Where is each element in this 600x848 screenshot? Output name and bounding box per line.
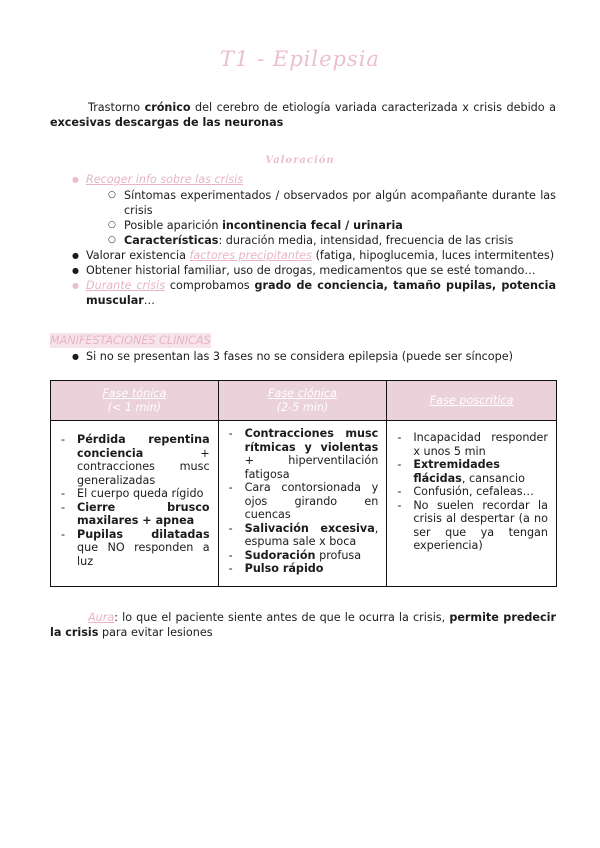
fases-table [50,380,557,587]
table-header-tonica: Fase tónica (< 1 min) [51,381,219,421]
table-cell-tonica [51,421,219,587]
list-item: ● Si no se presentan las 3 fases no se considera epilepsia (puede ser síncope) [72,349,556,364]
table-cell-clonica [218,421,387,587]
valoracion-heading: Valoración [265,155,335,166]
list-item: ○ Posible aparición incontinencia fecal / urinaria [108,218,556,233]
list-item: - Cierre brusco maxilares + apnea [59,501,210,528]
list-item: ● Recoger info sobre las crisis ○ Síntomas experimentados / observados por algún acompañante durante las crisis ○ Posible aparición incontinencia fecal / urinaria ○ Características: duración media, intensidad, frecuencia de las crisis [72,172,556,248]
list-item: ○ Características: duración media, intensidad, frecuencia de las crisis [108,233,556,248]
list-item: - Cara contorsionada y ojos girando en cuencas [227,481,379,522]
intro-paragraph: Trastorno crónico del cerebro de etiología variada caracterizada x crisis debido a excesivas descargas de las neuronas [50,101,556,129]
list-item: - Incapacidad responder x unos 5 min [395,431,548,458]
manifestaciones-list [72,349,556,364]
page-title: T1 - Epilepsia [220,47,380,71]
list-item: - Pérdida repentina conciencia + contracciones musc generalizadas [59,433,210,487]
list-item: - Pupilas dilatadas que NO responden a luz [59,528,210,569]
list-item: ● Durante crisis comprobamos grado de conciencia, tamaño pupilas, potencia muscular… [72,278,556,308]
manifestaciones-heading: MANIFESTACIONES CLÍNICAS [50,334,211,347]
table-cell-poscritica [387,421,557,587]
list-item: - Confusión, cefaleas… [395,485,548,499]
list-item: - El cuerpo queda rígido [59,487,210,501]
list-item: - Extremidades flácidas, cansancio [395,458,548,485]
table-header-clonica: Fase clónica (2-5 min) [218,381,387,421]
list-item: ● Obtener historial familiar, uso de drogas, medicamentos que se esté tomando… [72,263,556,278]
list-item: - No suelen recordar la crisis al despertar (a no ser que ya tengan experiencia) [395,499,548,553]
list-item: ○ Síntomas experimentados / observados por algún acompañante durante las crisis [108,188,556,218]
list-item: - Sudoración profusa [227,549,379,563]
list-item: - Pulso rápido [227,562,379,576]
aura-paragraph: Aura: lo que el paciente siente antes de que le ocurra la crisis, permite predecir la crisis para evitar lesiones [50,611,556,639]
table-header-poscritica: Fase poscrítica [387,381,557,421]
list-item: ● Valorar existencia factores precipitantes (fatiga, hipoglucemia, luces intermitentes) [72,248,556,263]
list-item: - Contracciones musc rítmicas y violentas + hiperventilación fatigosa [227,427,379,481]
list-item: - Salivación excesiva, espuma sale x boca [227,522,379,549]
valoracion-list [72,172,556,308]
